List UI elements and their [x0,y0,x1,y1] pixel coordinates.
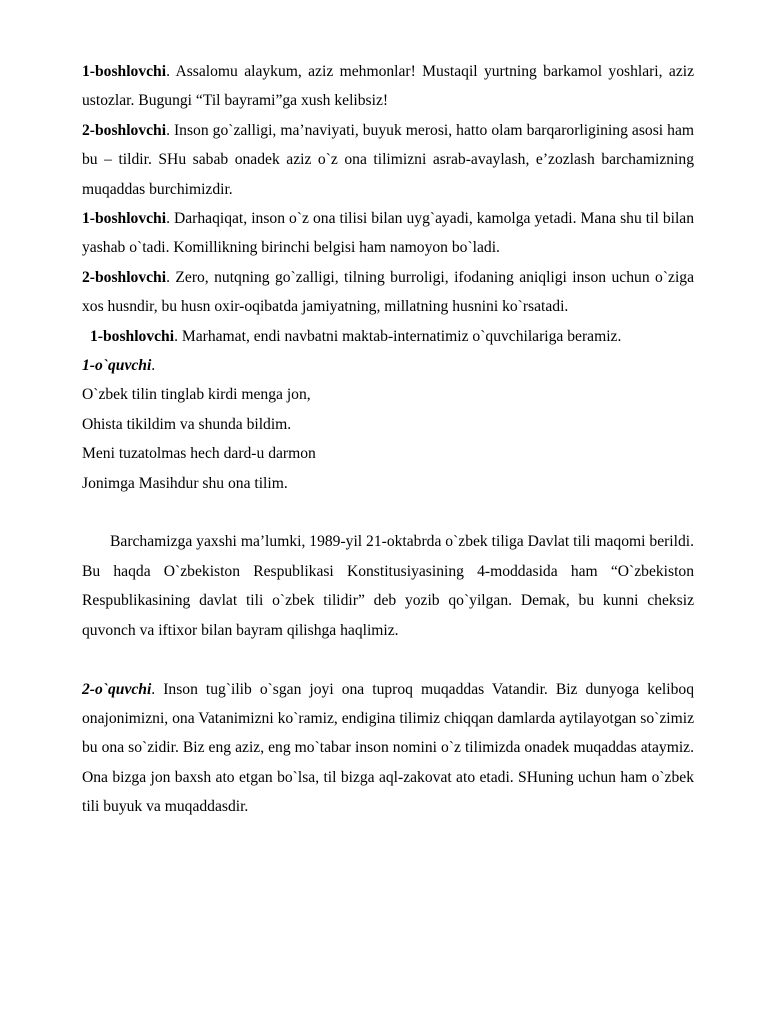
speaker-label: 2-o`quvchi [82,680,152,698]
document-page [82,57,694,822]
poem-line: Meni tuzatolmas hech dard-u darmon [82,445,316,463]
host-line-4 [82,263,694,322]
poem-line: Jonimga Masihdur shu ona tilim. [82,474,288,492]
poem-line: O`zbek tilin tinglab kirdi menga jon, [82,386,311,404]
paragraph-spacer [82,645,694,674]
host-line-text: . Assalomu alaykum, aziz mehmonlar! Mustaqil yurtning barkamol yoshlari, aziz ustozlar. Bugungi “Til bayrami”ga xush kelibsiz! [82,63,694,110]
speaker-label: 1-boshlovchi [90,327,175,345]
speaker-label: 2-boshlovchi [82,121,167,139]
poem-line: Ohista tikildim va shunda bildim. [82,415,292,433]
student-2-text: . Inson tug`ilib o`sgan joyi ona tuproq muqaddas Vatandir. Biz dunyoga keliboq onajonimizni, ona Vatanimizni ko`ramiz, endigina tilimiz chiqqan damlarda aytilayotgan so`zimiz bu ona so`zidir. Biz eng aziz, eng mo`tabar inson nomini o`z tilimizda onadek muqaddas ataymiz. Ona bizga jon baxsh ato etgan bo`lsa, til bizga aql-zakovat ato etadi. SHuning uchun ham o`zbek tili buyuk va muqaddasdir. [82,680,694,816]
state-language-paragraph: Barchamizga yaxshi ma’lumki, 1989-yil 21-oktabrda o`zbek tiliga Davlat tili maqomi berildi. Bu haqda O`zbekiston Respublikasi Konstitusiyasining 4-moddasida ham “O`zbekiston Respublikasining davlat tili o`zbek tilidir” deb yozib qo`yilgan. Demak, bu kunni cheksiz quvonch va iftixor bilan bayram qilishga haqlimiz. [82,533,694,639]
host-line-text: . Marhamat, endi navbatni maktab-internatimiz o`quvchilariga beramiz. [174,327,622,345]
student-2-paragraph [82,675,694,822]
speaker-label: 1-boshlovchi [82,210,167,228]
host-line-text: . Darhaqiqat, inson o`z ona tilisi bilan uyg`ayadi, kamolga yetadi. Mana shu til bilan yashab o`tadi. Komillikning birinchi belgisi ham namoyon bo`ladi. [82,210,694,257]
speaker-suffix: . [151,357,156,375]
host-line-text: . Zero, nutqning go`zalligi, tilning burroligi, ifodaning aniqligi inson uchun o`ziga xos husndir, bu husn oxir-oqibatda jamiyatning, millatning husnini ko`rsatadi. [82,268,694,316]
poem [82,380,694,498]
host-line-2 [82,116,694,204]
host-line-5 [82,322,694,351]
student-1-heading [82,351,694,380]
paragraph-spacer [82,498,694,527]
speaker-label: 1-boshlovchi [82,63,167,80]
host-line-3 [82,204,694,263]
host-line-text: . Inson go`zalligi, ma’naviyati, buyuk merosi, hatto olam barqarorligining asosi ham bu – tildir. SHu sabab onadek aziz o`z ona tilimizni asrab-avaylash, e’zozlash barchamizning muqaddas burchimizdir. [82,121,694,198]
speaker-label: 1-o`quvchi [82,357,152,375]
speaker-label: 2-boshlovchi [82,268,167,286]
host-line-1 [82,57,694,116]
